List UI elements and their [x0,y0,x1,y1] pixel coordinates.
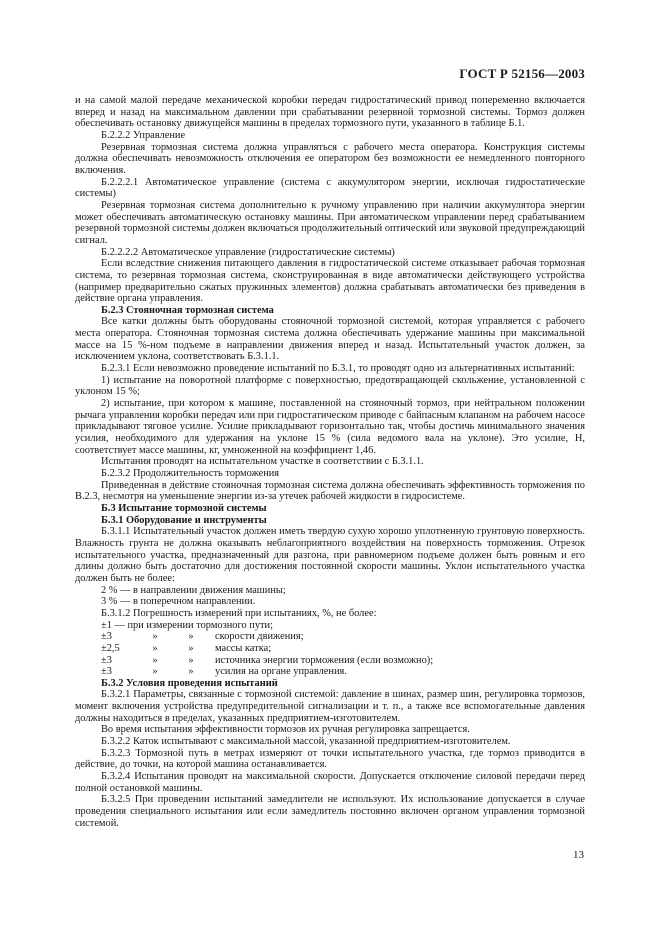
subsection-heading: Б.2.2.2 Управление [101,129,186,141]
paragraph: Б.3.2.1 Параметры, связанные с тормозной системой: давление в шинах, размер шин, регулировка тормозов, момент включения устройства предупредительной сигнализации и т. п., а также все вспомогательные давления должны находиться в пределах, указанных предприятием-изготовителем. [75,689,585,724]
tolerance-value: ±3 [101,654,112,666]
tolerance-value: ±2,5 [101,642,120,654]
document-header: ГОСТ Р 52156—2003 [459,66,585,81]
ditto-mark: » [188,642,194,654]
section-heading: Б.2.3 Стояночная тормозная система [101,304,274,316]
ditto-mark: » [152,666,158,678]
paragraph: Если вследствие снижения питающего давления в гидростатической системе отказывает рабочая тормозная система, то резервная тормозная система, сконструированная в виде автоматически действующего устройства (например предварительно сжатых пружинных элементов) должна срабатывать автоматически без приведения в действие органа управления. [75,258,585,305]
section-heading: Б.3.2 Условия проведения испытаний [101,677,278,689]
tolerance-value: ±3 [101,631,112,643]
subsection-heading: Б.2.2.2.2 Автоматическое управление (гидростатические системы) [101,246,395,258]
page-number: 13 [573,849,584,861]
tolerance-text: источника энергии торможения (если возможно); [215,654,434,666]
paragraph: Резервная тормозная система должна управляться с рабочего места оператора. Конструкция системы должна обеспечивать невозможность отключения ее оператором без возможности ее немедленного повторного включения. [75,141,585,176]
list-item: ±1 — при измерении тормозного пути; [101,619,273,631]
subsection-heading: Б.2.2.2.1 Автоматическое управление (система с аккумулятором энергии, исключая гидростатические системы) [75,176,585,200]
ditto-mark: » [188,654,194,666]
ditto-mark: » [152,631,158,643]
tolerance-value: ±3 [101,666,112,678]
paragraph: Б.3.2.5 При проведении испытаний замедлители не используют. Их использование допускается в случае проведения специального испытания или если замедлитель постоянно включен органом управления тормозной системой. [75,794,585,829]
list-item: 1) испытание на поворотной платформе с поверхностью, предотвращающей скольжение, установленной с уклоном 15 %; [75,374,585,398]
ditto-mark: » [152,642,158,654]
paragraph: Во время испытания эффективности тормозов их ручная регулировка запрещается. [101,724,470,736]
ditto-mark: » [152,654,158,666]
paragraph: Б.3.1.1 Испытательный участок должен иметь твердую сухую хорошо уплотненную грунтовую поверхность. Влажность грунта не должна оказывать неблагоприятного воздействия на поверхность торможения. Отрезок испытательного участка, предназначенный для разгона, при равномерном подъеме должен быть ровным и его длины должно быть достаточно для достижения постоянной скорости машины. Уклон испытательного участка должен быть не более: [75,526,585,584]
section-heading: Б.3 Испытание тормозной системы [101,502,267,514]
paragraph: Приведенная в действие стояночная тормозная система должна обеспечивать эффективность торможения по В.2.3, несмотря на уменьшение энергии из-за утечек рабочей жидкости в гидросистеме. [75,479,585,503]
tolerance-row [75,655,585,667]
ditto-mark: » [188,631,194,643]
tolerance-row [75,631,585,643]
subsection-heading: Б.2.3.2 Продолжительность торможения [101,468,280,479]
tolerance-text: массы катка; [215,642,272,654]
tolerance-row [75,666,585,678]
list-item: 2 % — в направлении движения машины; [101,584,286,596]
paragraph: Б.3.2.4 Испытания проводят на максимальной скорости. Допускается отключение силовой передачи перед полной остановкой машины. [75,771,585,794]
tolerance-text: скорости движения; [215,631,304,643]
paragraph: и на самой малой передаче механической коробки передач гидростатический привод попеременно включается вперед и назад на максимальном давлении при срабатывании резервной тормозной системы. Тормоз должен обеспечивать остановку движущейся машины в пределах тормозного пути, указанного в таблице Б.1. [75,95,585,130]
section-heading: Б.3.1 Оборудование и инструменты [101,514,267,526]
document-body [75,95,585,829]
paragraph: Все катки должны быть оборудованы стояночной тормозной системой, которая управляется с рабочего места оператора. Стояночная тормозная система должна обеспечивать удержание машины при максимальной массе на 15 %-ном подъеме в направлении движения вперед и назад. Испытательный участок должен, за исключением уклона, соответствовать Б.3.1.1. [75,316,585,363]
paragraph: Б.2.3.1 Если невозможно проведение испытаний по Б.3.1, то проводят одно из альтернативных испытаний: [101,363,575,375]
tolerance-text: усилия на органе управления. [215,666,347,678]
paragraph: Испытания проводят на испытательном участке в соответствии с Б.3.1.1. [101,456,424,468]
paragraph: Резервная тормозная система дополнительно к ручному управлению при наличии аккумулятора энергии может обеспечивать автоматическую остановку машины. При автоматическом управлении перед срабатыванием резервной тормозной системы должен включаться продолжительный оптический или звуковой предупреждающий сигнал. [75,199,585,246]
paragraph: Б.3.2.3 Тормозной путь в метрах измеряют от точки испытательного участка, где тормоз приводится в действие, до точки, на которой машина останавливается. [75,747,585,771]
list-item: 2) испытание, при котором к машине, поставленной на стояночный тормоз, при нейтральном положении рычага управления коробки передач или при гидростатическом приводе с байпасным клапаном на рабочем насосе прикладывают тяговое усилие. Усилие прикладывают горизонтально так, чтобы достичь минимального значения усилия, необходимого для удержания на уклоне 15 % (сила ведомого вала на уклоне). Это усилие, Н, соответствует массе машины, кг, умноженной на коэффициент 1,46. [75,398,585,456]
paragraph: Б.3.2.2 Каток испытывают с максимальной массой, указанной предприятием-изготовителем. [101,736,511,748]
list-item: 3 % — в поперечном направлении. [101,596,256,608]
paragraph: Б.3.1.2 Погрешность измерений при испытаниях, %, не более: [101,607,377,619]
ditto-mark: » [188,666,194,678]
tolerance-row [75,643,585,655]
